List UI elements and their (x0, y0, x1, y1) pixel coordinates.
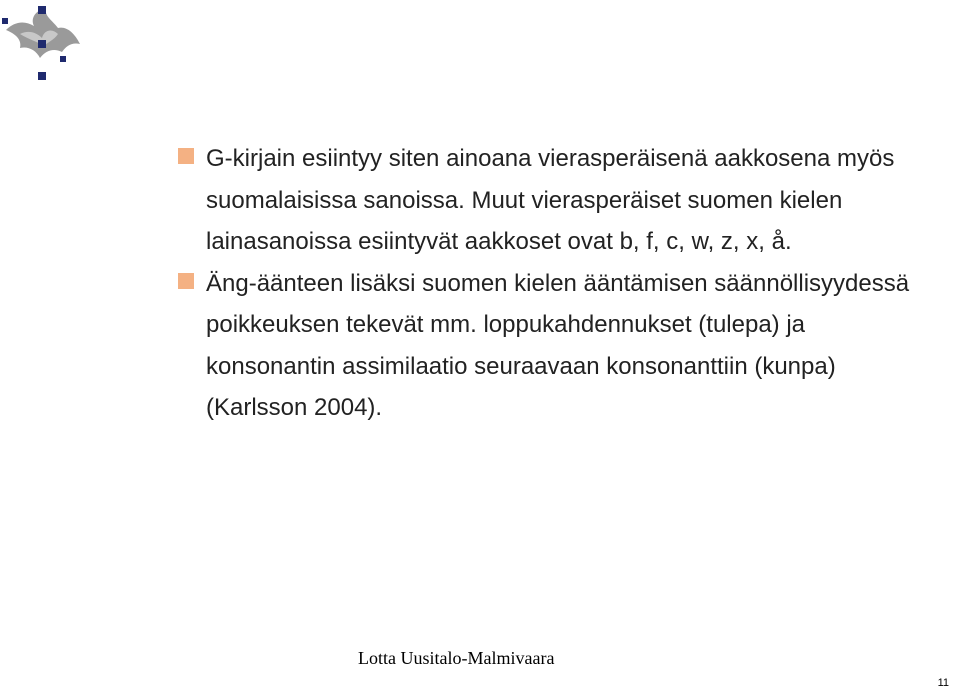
logo-square (2, 18, 8, 24)
square-bullet-icon (178, 148, 194, 164)
logo-square (38, 6, 46, 14)
bullet-text: Äng-äänteen lisäksi suomen kielen ääntämisen säännöllisyydessä poikkeuksen tekevät mm. loppukahdennukset (tulepa) ja konsonantin assimilaatio seuraavaan konsonanttiin (kunpa) (Karlsson 2004). (206, 269, 910, 421)
logo-square (60, 56, 66, 62)
bullet-text: G-kirjain esiintyy siten ainoana vierasperäisenä aakkosena myös suomalaisissa sanoissa. Muut vierasperäiset suomen kielen lainasanoissa esiintyvät aakkoset ovat b, f, c, w, z, x, å. (206, 145, 895, 255)
flame-shape (6, 8, 80, 58)
logo-square (38, 72, 46, 80)
logo-square (38, 40, 46, 48)
page-number: 11 (937, 677, 949, 689)
square-bullet-icon (178, 273, 194, 289)
footer-author: Lotta Uusitalo-Malmivaara (358, 648, 555, 668)
bullet-list (178, 138, 918, 429)
bullet-item (178, 263, 918, 429)
university-flame-logo-icon (0, 0, 92, 86)
bullet-item (178, 138, 918, 263)
